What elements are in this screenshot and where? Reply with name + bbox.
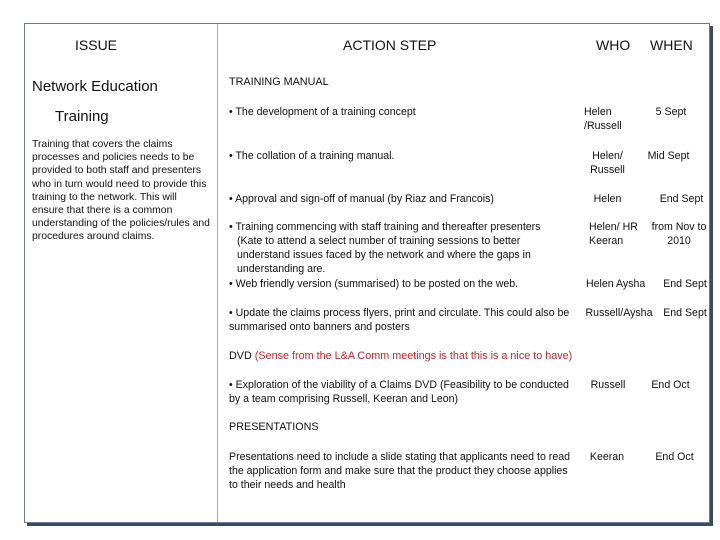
when-cell: 5 Sept xyxy=(655,106,687,118)
action-row: Presentations need to include a slide stating that applicants need to read the application form and make sure that the product they choose applies to their needs and health xyxy=(229,451,570,491)
when-cell: End Sept xyxy=(663,307,707,319)
action-row: • Update the claims process flyers, print and circulate. This could also be summarised onto banners and posters xyxy=(229,307,570,333)
action-row: • Approval and sign-off of manual (by Riaz and Francois) xyxy=(229,193,494,205)
when-cell: End Sept xyxy=(663,278,707,290)
issue-subtitle: Training xyxy=(55,108,109,125)
section-dvd-label: DVD xyxy=(229,350,252,362)
header-who: WHO xyxy=(596,37,631,53)
who-cell: Russell/Aysha xyxy=(585,307,653,319)
action-line: • Training commencing with staff training and thereafter presenters xyxy=(229,221,541,233)
when-cell: End Oct xyxy=(651,379,690,391)
action-row xyxy=(229,220,579,276)
action-row: • Web friendly version (summarised) to be posted on the web. xyxy=(229,278,519,290)
action-line: understand issues faced by the network and where the gaps in xyxy=(237,249,531,261)
action-row: • The development of a training concept xyxy=(229,106,416,118)
when-cell: Mid Sept xyxy=(647,150,690,162)
header-action-step: ACTION STEP xyxy=(343,37,437,53)
section-training-manual: TRAINING MANUAL xyxy=(229,76,329,88)
who-cell: Helen Aysha xyxy=(586,278,646,290)
action-row: • The collation of a training manual. xyxy=(229,150,395,162)
when-cell: End Sept xyxy=(659,193,704,205)
section-dvd xyxy=(229,350,589,362)
who-cell: Helen/ HR Keeran xyxy=(589,221,638,247)
when-cell: End Oct xyxy=(655,451,694,463)
dvd-note: (Sense from the L&A Comm meetings is that this is a nice to have) xyxy=(254,350,573,362)
who-cell: Helen/ Russell xyxy=(590,150,625,176)
action-line: understanding are. xyxy=(237,263,326,275)
column-divider xyxy=(217,24,218,522)
who-cell: Helen xyxy=(593,193,622,205)
issue-title: Network Education xyxy=(32,78,158,95)
who-cell: Helen /Russell xyxy=(584,106,622,132)
who-cell: Keeran xyxy=(589,451,625,463)
when-cell: from Nov to 2010 xyxy=(651,221,707,247)
who-cell: Russell xyxy=(590,379,626,391)
header-when: WHEN xyxy=(650,37,693,53)
action-line: (Kate to attend a select number of training sessions to better xyxy=(237,235,521,247)
issue-description: Training that covers the claims processes and policies needs to be provided to both staff and presenters who in turn would need to provide this training to the network. This will ensure that there is a common understanding of the policies/rules and procedures around claims. xyxy=(32,139,210,243)
section-presentations: PRESENTATIONS xyxy=(229,421,319,433)
header-issue: ISSUE xyxy=(75,37,118,53)
action-row: • Exploration of the viability of a Claims DVD (Feasibility to be conducted by a team comprising Russell, Keeran and Leon) xyxy=(229,379,569,405)
